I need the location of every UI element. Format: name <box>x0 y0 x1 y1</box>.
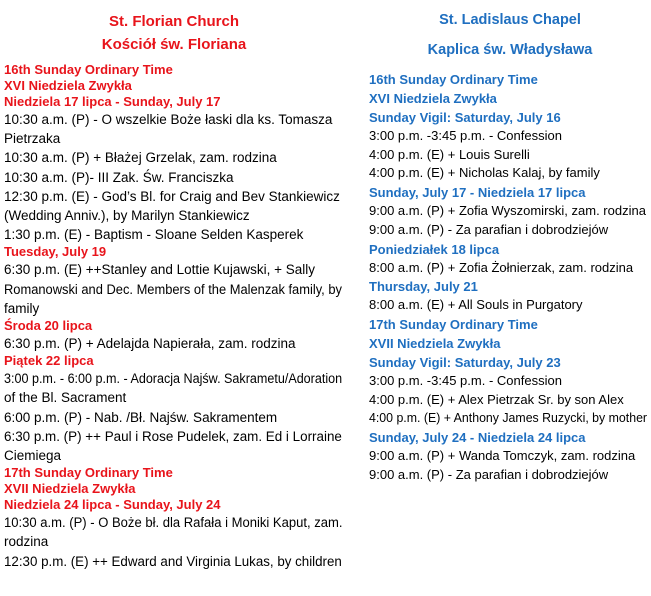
section-heading: 16th Sunday Ordinary Time <box>369 72 538 87</box>
section-heading: Sunday Vigil: Saturday, July 23 <box>369 354 561 370</box>
section-heading: Niedziela 17 lipca - Sunday, July 17 <box>4 94 221 109</box>
mass-intention: 10:30 a.m. (P) - O Boże bł. dla Rafała i Moniki Kaput, zam. <box>4 515 343 531</box>
st-florian-schedule <box>4 0 344 571</box>
section-heading: Tuesday, July 19 <box>4 244 107 260</box>
church-title: St. Florian Church <box>108 13 239 30</box>
mass-intention: rodzina <box>4 534 49 550</box>
section-heading: XVII Niedziela Zwykła <box>4 481 136 497</box>
section-heading: Sunday, July 17 - Niedziela 17 lipca <box>369 185 586 201</box>
section-heading: 16th Sunday Ordinary Time <box>4 62 173 77</box>
mass-intention: 6:00 p.m. (P) - Nab. /Bł. Najśw. Sakramentem <box>4 409 278 425</box>
church-title-polish: Kościół św. Floriana <box>101 36 247 53</box>
mass-intention: 4:00 p.m. (E) + Nicholas Kalaj, by family <box>369 165 600 181</box>
mass-intention: 12:30 p.m. (E) - God’s Bl. for Craig and Bev Stankiewicz <box>4 188 340 204</box>
section-heading: Sunday Vigil: Saturday, July 16 <box>369 110 561 125</box>
mass-intention: 8:00 a.m. (E) + All Souls in Purgatory <box>369 297 583 313</box>
section-heading: XVI Niedziela Zwykła <box>369 91 497 106</box>
section-heading: Niedziela 24 lipca - Sunday, July 24 <box>4 497 221 513</box>
mass-intention: 3:00 p.m. -3:45 p.m. - Confession <box>369 372 562 388</box>
mass-intention: 6:30 p.m. (P) ++ Paul i Rose Pudelek, zam. Ed i Lorraine <box>4 428 342 444</box>
mass-intention: 9:00 a.m. (P) + Zofia Wyszomirski, zam. rodzina <box>369 203 646 219</box>
mass-intention: 10:30 a.m. (P) - O wszelkie Boże łaski dla ks. Tomasza <box>4 112 333 127</box>
section-heading: 17th Sunday Ordinary Time <box>369 316 538 332</box>
mass-intention: 9:00 a.m. (P) - Za parafian i dobrodziejów <box>369 466 609 482</box>
mass-intention: 9:00 a.m. (P) - Za parafian i dobrodziejów <box>369 221 609 237</box>
st-ladislaus-schedule <box>369 0 651 484</box>
mass-intention: 12:30 p.m. (E) ++ Edward and Virginia Lukas, by children <box>4 553 342 569</box>
mass-intention: 10:30 a.m. (P) + Błażej Grzelak, zam. rodzina <box>4 150 277 166</box>
mass-intention: 3:00 p.m. - 6:00 p.m. - Adoracja Najśw. Sakrametu/Adoration <box>4 371 343 387</box>
mass-intention: 8:00 a.m. (P) + Zofia Żołnierzak, zam. rodzina <box>369 259 634 275</box>
mass-intention: of the Bl. Sacrament <box>4 390 127 406</box>
section-heading: Thursday, July 21 <box>369 279 478 295</box>
section-heading: Środa 20 lipca <box>4 318 93 334</box>
mass-intention: Romanowski and Dec. Members of the Malenzak family, by <box>4 281 342 297</box>
mass-intention: 3:00 p.m. -3:45 p.m. - Confession <box>369 128 562 143</box>
chapel-title: St. Ladislaus Chapel <box>439 12 581 28</box>
mass-intention: 4:00 p.m. (E) + Anthony James Ruzycki, by mother <box>369 410 648 426</box>
chapel-title-polish: Kaplica św. Władysława <box>427 42 593 58</box>
mass-intention: 9:00 a.m. (P) + Wanda Tomczyk, zam. rodzina <box>369 448 636 464</box>
mass-intention: family <box>4 300 40 316</box>
section-heading: XVII Niedziela Zwykła <box>369 335 501 351</box>
mass-intention: (Wedding Anniv.), by Marilyn Stankiewicz <box>4 208 250 224</box>
section-heading: Piątek 22 lipca <box>4 353 94 369</box>
section-heading: 17th Sunday Ordinary Time <box>4 465 173 481</box>
mass-intention: Ciemiega <box>4 448 62 464</box>
mass-intention: 10:30 a.m. (P)- III Zak. Św. Franciszka <box>4 169 234 185</box>
mass-intention: Pietrzaka <box>4 131 61 147</box>
mass-list <box>4 62 344 571</box>
mass-intention: 4:00 p.m. (E) + Louis Surelli <box>369 146 530 162</box>
section-heading: XVI Niedziela Zwykła <box>4 78 132 93</box>
mass-intention: 6:30 p.m. (E) ++Stanley and Lottie Kujawski, + Sally <box>4 262 316 278</box>
mass-intention: 6:30 p.m. (P) + Adelajda Napierała, zam. rodzina <box>4 336 296 352</box>
section-heading: Sunday, July 24 - Niedziela 24 lipca <box>369 430 586 446</box>
mass-intention: 4:00 p.m. (E) + Alex Pietrzak Sr. by son Alex <box>369 391 624 407</box>
mass-intention: 1:30 p.m. (E) - Baptism - Sloane Selden Kasperek <box>4 227 304 243</box>
mass-list <box>369 70 651 484</box>
section-heading: Poniedziałek 18 lipca <box>369 241 500 257</box>
